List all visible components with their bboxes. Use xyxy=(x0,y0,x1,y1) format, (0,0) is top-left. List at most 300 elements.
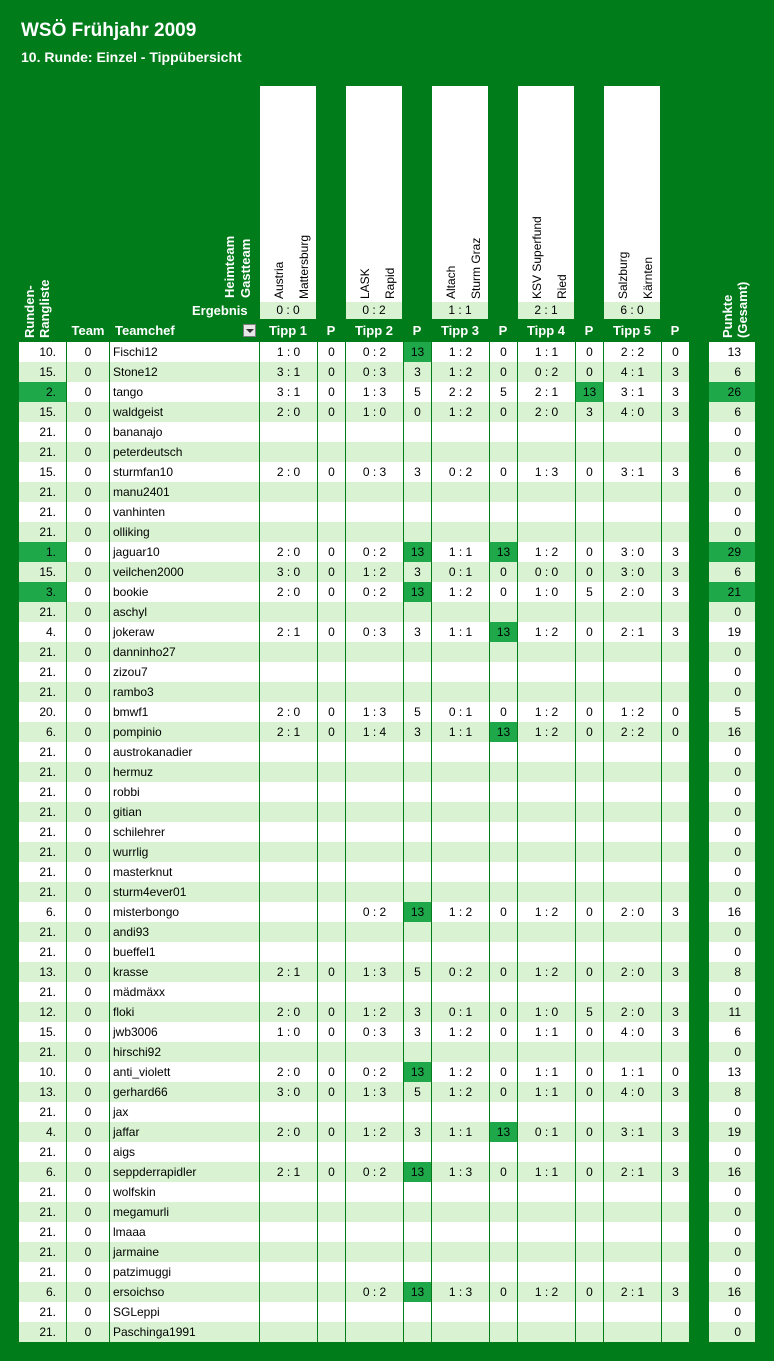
p-4-cell xyxy=(576,742,603,762)
p-1-cell xyxy=(318,942,345,962)
tipp-3-cell xyxy=(432,842,489,862)
tipp-1-cell: 2 : 0 xyxy=(260,542,317,562)
teamchef-cell: waldgeist xyxy=(110,402,259,422)
tipp-2-cell xyxy=(346,922,403,942)
team-cell: 0 xyxy=(67,642,109,662)
tipp-5-cell xyxy=(604,762,661,782)
team-cell: 0 xyxy=(67,1322,109,1342)
p-2-cell xyxy=(404,922,431,942)
rank-cell: 21. xyxy=(19,762,66,782)
teamchef-cell: bookie xyxy=(110,582,259,602)
p-5-cell xyxy=(662,862,689,882)
gastteam-label: Gastteam xyxy=(238,238,253,298)
table-row xyxy=(0,1122,774,1142)
table-row xyxy=(0,1142,774,1162)
tipp-1-header: Tipp 1 xyxy=(268,323,308,338)
teamchef-cell: gerhard66 xyxy=(110,1082,259,1102)
p-4-cell: 0 xyxy=(576,902,603,922)
rank-cell: 3. xyxy=(19,582,66,602)
rank-cell: 21. xyxy=(19,1102,66,1122)
p-2-cell xyxy=(404,742,431,762)
teamchef-cell: patzimuggi xyxy=(110,1262,259,1282)
p-2-cell xyxy=(404,602,431,622)
tipp-4-cell xyxy=(518,1302,575,1322)
p-5-cell: 3 xyxy=(662,1002,689,1022)
tipp-5-cell xyxy=(604,1222,661,1242)
p-2-cell xyxy=(404,642,431,662)
rank-cell: 13. xyxy=(19,1082,66,1102)
rank-cell: 21. xyxy=(19,982,66,1002)
team-cell: 0 xyxy=(67,922,109,942)
p-4-cell xyxy=(576,442,603,462)
tipp-4-cell xyxy=(518,782,575,802)
p-4-cell: 5 xyxy=(576,1002,603,1022)
tipp-1-cell: 2 : 0 xyxy=(260,582,317,602)
p-5-cell xyxy=(662,1102,689,1122)
teamchef-cell: olliking xyxy=(110,522,259,542)
p-5-cell xyxy=(662,1142,689,1162)
p-1-cell xyxy=(318,982,345,1002)
p-1-cell xyxy=(318,1242,345,1262)
tipp-4-cell xyxy=(518,822,575,842)
p-1-cell xyxy=(318,602,345,622)
tipp-2-cell xyxy=(346,442,403,462)
team-cell: 0 xyxy=(67,1102,109,1122)
p-3-cell xyxy=(490,1302,517,1322)
teamchef-cell: seppderrapidler xyxy=(110,1162,259,1182)
p-2-cell xyxy=(404,1302,431,1322)
punkte-cell: 19 xyxy=(709,622,755,642)
tipp-4-header: Tipp 4 xyxy=(526,323,566,338)
p-5-cell: 0 xyxy=(662,342,689,362)
tipp-3-cell: 1 : 2 xyxy=(432,342,489,362)
match-1-result: 0 : 0 xyxy=(260,302,316,319)
tipp-2-cell: 1 : 0 xyxy=(346,402,403,422)
p-2-cell xyxy=(404,422,431,442)
tipp-1-cell: 2 : 0 xyxy=(260,462,317,482)
p-4-header: P xyxy=(584,323,594,338)
tipp-1-cell: 3 : 1 xyxy=(260,382,317,402)
team-cell: 0 xyxy=(67,862,109,882)
p-5-cell: 3 xyxy=(662,362,689,382)
teamchef-cell: floki xyxy=(110,1002,259,1022)
punkte-cell: 13 xyxy=(709,1062,755,1082)
rank-cell: 15. xyxy=(19,362,66,382)
tipp-3-cell xyxy=(432,1322,489,1342)
rank-cell: 21. xyxy=(19,1302,66,1322)
p-1-cell xyxy=(318,762,345,782)
tipp-5-cell xyxy=(604,1202,661,1222)
rank-cell: 4. xyxy=(19,622,66,642)
teamchef-cell: jaffar xyxy=(110,1122,259,1142)
table-header xyxy=(0,0,774,341)
teamchef-cell: anti_violett xyxy=(110,1062,259,1082)
table-row xyxy=(0,582,774,602)
p-5-cell: 3 xyxy=(662,1162,689,1182)
p-3-cell xyxy=(490,1322,517,1342)
p-2-cell xyxy=(404,842,431,862)
punkte-cell: 0 xyxy=(709,1102,755,1122)
p-1-cell xyxy=(318,1282,345,1302)
tipp-2-cell: 1 : 2 xyxy=(346,1122,403,1142)
punkte-cell: 6 xyxy=(709,402,755,422)
tipp-4-cell xyxy=(518,1202,575,1222)
rank-cell: 21. xyxy=(19,422,66,442)
p-3-cell: 0 xyxy=(490,1282,517,1302)
tipp-5-cell xyxy=(604,982,661,1002)
teamchef-cell: Paschinga1991 xyxy=(110,1322,259,1342)
p-4-cell xyxy=(576,922,603,942)
rank-cell: 21. xyxy=(19,1242,66,1262)
p-1-cell xyxy=(318,1182,345,1202)
p-2-cell xyxy=(404,942,431,962)
teamchef-cell: rambo3 xyxy=(110,682,259,702)
tipp-1-cell xyxy=(260,1182,317,1202)
rank-cell: 13. xyxy=(19,962,66,982)
p-3-cell xyxy=(490,942,517,962)
tipp-2-cell xyxy=(346,662,403,682)
p-2-cell xyxy=(404,522,431,542)
rank-cell: 15. xyxy=(19,462,66,482)
team-cell: 0 xyxy=(67,1262,109,1282)
rank-cell: 21. xyxy=(19,642,66,662)
tipp-4-cell xyxy=(518,642,575,662)
punkte-cell: 0 xyxy=(709,782,755,802)
punkte-cell: 19 xyxy=(709,1122,755,1142)
teamchef-cell: vanhinten xyxy=(110,502,259,522)
punkte-cell: 0 xyxy=(709,522,755,542)
p-3-cell xyxy=(490,442,517,462)
match-2-result: 0 : 2 xyxy=(346,302,402,319)
p-3-header: P xyxy=(498,323,508,338)
p-4-cell xyxy=(576,1242,603,1262)
tipp-5-cell: 2 : 1 xyxy=(604,622,661,642)
punkte-cell: 6 xyxy=(709,462,755,482)
punkte-cell: 0 xyxy=(709,1202,755,1222)
teamchef-cell: jwb3006 xyxy=(110,1022,259,1042)
teamchef-cell: gitian xyxy=(110,802,259,822)
p-4-cell: 0 xyxy=(576,962,603,982)
tipp-2-cell xyxy=(346,1322,403,1342)
p-3-cell: 0 xyxy=(490,1162,517,1182)
tipp-5-cell xyxy=(604,522,661,542)
tipp-1-cell: 2 : 1 xyxy=(260,1162,317,1182)
tipp-4-cell xyxy=(518,942,575,962)
p-5-cell xyxy=(662,1042,689,1062)
p-5-cell: 3 xyxy=(662,462,689,482)
tipp-3-cell xyxy=(432,602,489,622)
tipp-1-cell: 1 : 0 xyxy=(260,342,317,362)
rank-cell: 21. xyxy=(19,442,66,462)
tipp-1-cell xyxy=(260,682,317,702)
punkte-cell: 0 xyxy=(709,802,755,822)
tipp-4-cell: 1 : 2 xyxy=(518,722,575,742)
p-2-cell: 13 xyxy=(404,1162,431,1182)
tipp-5-cell: 2 : 0 xyxy=(604,582,661,602)
tipp-4-cell: 0 : 2 xyxy=(518,362,575,382)
tipp-2-cell xyxy=(346,1202,403,1222)
team-cell: 0 xyxy=(67,502,109,522)
p-3-cell xyxy=(490,522,517,542)
tipp-2-cell xyxy=(346,882,403,902)
tipp-5-cell xyxy=(604,802,661,822)
tipp-3-cell xyxy=(432,762,489,782)
team-cell: 0 xyxy=(67,702,109,722)
tipp-5-cell: 4 : 0 xyxy=(604,1022,661,1042)
table-row xyxy=(0,602,774,622)
tipp-4-cell: 0 : 0 xyxy=(518,562,575,582)
team-cell: 0 xyxy=(67,442,109,462)
team-cell: 0 xyxy=(67,402,109,422)
p-5-header: P xyxy=(670,323,680,338)
teamchef-cell: megamurli xyxy=(110,1202,259,1222)
rank-cell: 21. xyxy=(19,522,66,542)
p-1-cell xyxy=(318,842,345,862)
team-cell: 0 xyxy=(67,1302,109,1322)
p-3-cell xyxy=(490,842,517,862)
tipp-3-cell xyxy=(432,742,489,762)
p-1-cell: 0 xyxy=(318,362,345,382)
rank-cell: 21. xyxy=(19,1262,66,1282)
tipp-4-cell xyxy=(518,522,575,542)
table-row xyxy=(0,682,774,702)
rank-cell: 21. xyxy=(19,682,66,702)
tipp-4-cell xyxy=(518,602,575,622)
teamchef-header: Teamchef xyxy=(115,323,175,338)
tipp-4-cell xyxy=(518,662,575,682)
p-4-cell: 0 xyxy=(576,1122,603,1142)
p-1-cell xyxy=(318,882,345,902)
table-row xyxy=(0,1282,774,1302)
tipp-2-header: Tipp 2 xyxy=(354,323,394,338)
punkte-cell: 0 xyxy=(709,422,755,442)
tipp-4-cell xyxy=(518,982,575,1002)
tipp-1-cell xyxy=(260,522,317,542)
p-3-cell xyxy=(490,1262,517,1282)
p-3-cell xyxy=(490,422,517,442)
p-2-cell: 3 xyxy=(404,562,431,582)
tipp-3-cell xyxy=(432,1222,489,1242)
p-5-cell: 3 xyxy=(662,562,689,582)
p-3-cell xyxy=(490,982,517,1002)
p-5-cell: 0 xyxy=(662,702,689,722)
tipp-2-cell xyxy=(346,802,403,822)
p-2-cell xyxy=(404,1142,431,1162)
tipp-3-cell: 0 : 2 xyxy=(432,462,489,482)
table-row xyxy=(0,1322,774,1342)
teamchef-cell: peterdeutsch xyxy=(110,442,259,462)
p-5-cell xyxy=(662,442,689,462)
rank-cell: 20. xyxy=(19,702,66,722)
tipp-4-cell xyxy=(518,762,575,782)
tipp-3-cell: 1 : 2 xyxy=(432,402,489,422)
tipp-5-cell: 2 : 2 xyxy=(604,722,661,742)
punkte-cell: 6 xyxy=(709,1022,755,1042)
tipp-3-cell xyxy=(432,822,489,842)
p-5-cell: 3 xyxy=(662,1122,689,1142)
tipp-3-cell xyxy=(432,1142,489,1162)
punkte-cell: 0 xyxy=(709,1322,755,1342)
tipp-2-cell xyxy=(346,862,403,882)
team-cell: 0 xyxy=(67,1002,109,1022)
p-4-cell: 0 xyxy=(576,1062,603,1082)
p-5-cell xyxy=(662,842,689,862)
p-1-cell xyxy=(318,1302,345,1322)
teamchef-cell: veilchen2000 xyxy=(110,562,259,582)
p-5-cell xyxy=(662,642,689,662)
p-2-cell xyxy=(404,802,431,822)
tipp-2-cell xyxy=(346,762,403,782)
team-cell: 0 xyxy=(67,1222,109,1242)
teamchef-cell: andi93 xyxy=(110,922,259,942)
p-2-cell: 13 xyxy=(404,342,431,362)
team-cell: 0 xyxy=(67,682,109,702)
table-row xyxy=(0,462,774,482)
teamchef-cell: sturmfan10 xyxy=(110,462,259,482)
p-4-cell xyxy=(576,1142,603,1162)
tipp-1-cell: 1 : 0 xyxy=(260,1022,317,1042)
tipp-5-cell xyxy=(604,1102,661,1122)
punkte-cell: 0 xyxy=(709,442,755,462)
tipp-1-cell: 2 : 1 xyxy=(260,722,317,742)
rank-cell: 21. xyxy=(19,1222,66,1242)
tipp-3-cell xyxy=(432,942,489,962)
tipp-4-cell: 1 : 2 xyxy=(518,702,575,722)
tipp-5-cell xyxy=(604,742,661,762)
tipp-2-cell xyxy=(346,642,403,662)
tipp-2-cell xyxy=(346,942,403,962)
rank-cell: 21. xyxy=(19,942,66,962)
p-3-cell xyxy=(490,502,517,522)
table-row xyxy=(0,402,774,422)
p-5-cell: 3 xyxy=(662,902,689,922)
team-cell: 0 xyxy=(67,602,109,622)
p-5-cell xyxy=(662,522,689,542)
table-row xyxy=(0,1162,774,1182)
tipp-4-cell xyxy=(518,842,575,862)
p-4-cell: 0 xyxy=(576,622,603,642)
tipp-2-cell xyxy=(346,522,403,542)
tipp-1-cell xyxy=(260,902,317,922)
match-4-result: 2 : 1 xyxy=(518,302,574,319)
tipp-2-cell: 0 : 2 xyxy=(346,902,403,922)
p-2-cell xyxy=(404,1102,431,1122)
rank-cell: 6. xyxy=(19,1162,66,1182)
p-2-cell xyxy=(404,782,431,802)
p-2-cell xyxy=(404,1222,431,1242)
punkte-cell: 0 xyxy=(709,1302,755,1322)
tipp-3-cell xyxy=(432,642,489,662)
table-row xyxy=(0,922,774,942)
tipp-2-cell xyxy=(346,1222,403,1242)
tipp-1-cell xyxy=(260,1302,317,1322)
rank-cell: 21. xyxy=(19,1182,66,1202)
tipp-1-cell xyxy=(260,982,317,1002)
table-row xyxy=(0,542,774,562)
team-cell: 0 xyxy=(67,842,109,862)
p-4-cell xyxy=(576,1102,603,1122)
tipp-1-cell: 2 : 0 xyxy=(260,1002,317,1022)
p-3-cell xyxy=(490,662,517,682)
table-row xyxy=(0,1182,774,1202)
p-1-cell: 0 xyxy=(318,1022,345,1042)
table-row xyxy=(0,1242,774,1262)
rank-cell: 21. xyxy=(19,1202,66,1222)
p-4-cell xyxy=(576,1202,603,1222)
table-row xyxy=(0,362,774,382)
p-3-cell xyxy=(490,802,517,822)
table-row xyxy=(0,762,774,782)
tipp-5-cell: 4 : 0 xyxy=(604,1082,661,1102)
p-1-cell xyxy=(318,862,345,882)
match-1-home: Austria xyxy=(272,261,286,299)
p-3-cell xyxy=(490,1242,517,1262)
p-2-cell: 3 xyxy=(404,362,431,382)
p-2-cell xyxy=(404,1182,431,1202)
tipp-5-cell xyxy=(604,882,661,902)
tipp-5-cell xyxy=(604,442,661,462)
team-cell: 0 xyxy=(67,482,109,502)
tipp-4-cell xyxy=(518,442,575,462)
p-2-cell: 5 xyxy=(404,702,431,722)
rank-cell: 6. xyxy=(19,902,66,922)
tipp-4-cell xyxy=(518,1142,575,1162)
p-1-cell: 0 xyxy=(318,542,345,562)
tipp-1-cell: 2 : 1 xyxy=(260,622,317,642)
tipp-5-cell: 3 : 1 xyxy=(604,462,661,482)
rank-cell: 2. xyxy=(19,382,66,402)
p-4-cell: 3 xyxy=(576,402,603,422)
table-row xyxy=(0,1202,774,1222)
p-2-cell xyxy=(404,662,431,682)
punkte-cell: 0 xyxy=(709,1222,755,1242)
p-3-cell xyxy=(490,1142,517,1162)
p-4-cell xyxy=(576,982,603,1002)
punkte-cell: 0 xyxy=(709,882,755,902)
rank-cell: 21. xyxy=(19,662,66,682)
punkte-header: Punkte (Gesamt) xyxy=(720,281,750,338)
tipp-1-cell xyxy=(260,1282,317,1302)
tipp-2-cell: 0 : 2 xyxy=(346,542,403,562)
punkte-cell: 0 xyxy=(709,982,755,1002)
tipp-3-cell xyxy=(432,1202,489,1222)
p-1-cell xyxy=(318,682,345,702)
punkte-cell: 5 xyxy=(709,702,755,722)
team-cell: 0 xyxy=(67,362,109,382)
tipp-4-cell xyxy=(518,1102,575,1122)
teamchef-cell: krasse xyxy=(110,962,259,982)
p-4-cell xyxy=(576,662,603,682)
tipp-2-cell xyxy=(346,1142,403,1162)
rank-cell: 21. xyxy=(19,822,66,842)
p-2-cell xyxy=(404,1042,431,1062)
tipp-2-cell xyxy=(346,1262,403,1282)
teamchef-cell: pompinio xyxy=(110,722,259,742)
tipp-1-cell: 3 : 0 xyxy=(260,562,317,582)
filter-dropdown-button[interactable] xyxy=(243,324,256,337)
tipp-3-cell xyxy=(432,1182,489,1202)
page-title: WSÖ Frühjahr 2009 xyxy=(21,20,197,41)
tipp-3-cell: 1 : 1 xyxy=(432,1122,489,1142)
p-4-cell xyxy=(576,422,603,442)
p-2-cell xyxy=(404,1202,431,1222)
tipp-1-cell xyxy=(260,1222,317,1242)
p-1-cell xyxy=(318,922,345,942)
tipp-2-cell: 0 : 3 xyxy=(346,462,403,482)
p-3-cell xyxy=(490,1222,517,1242)
p-3-cell xyxy=(490,482,517,502)
table-row xyxy=(0,822,774,842)
